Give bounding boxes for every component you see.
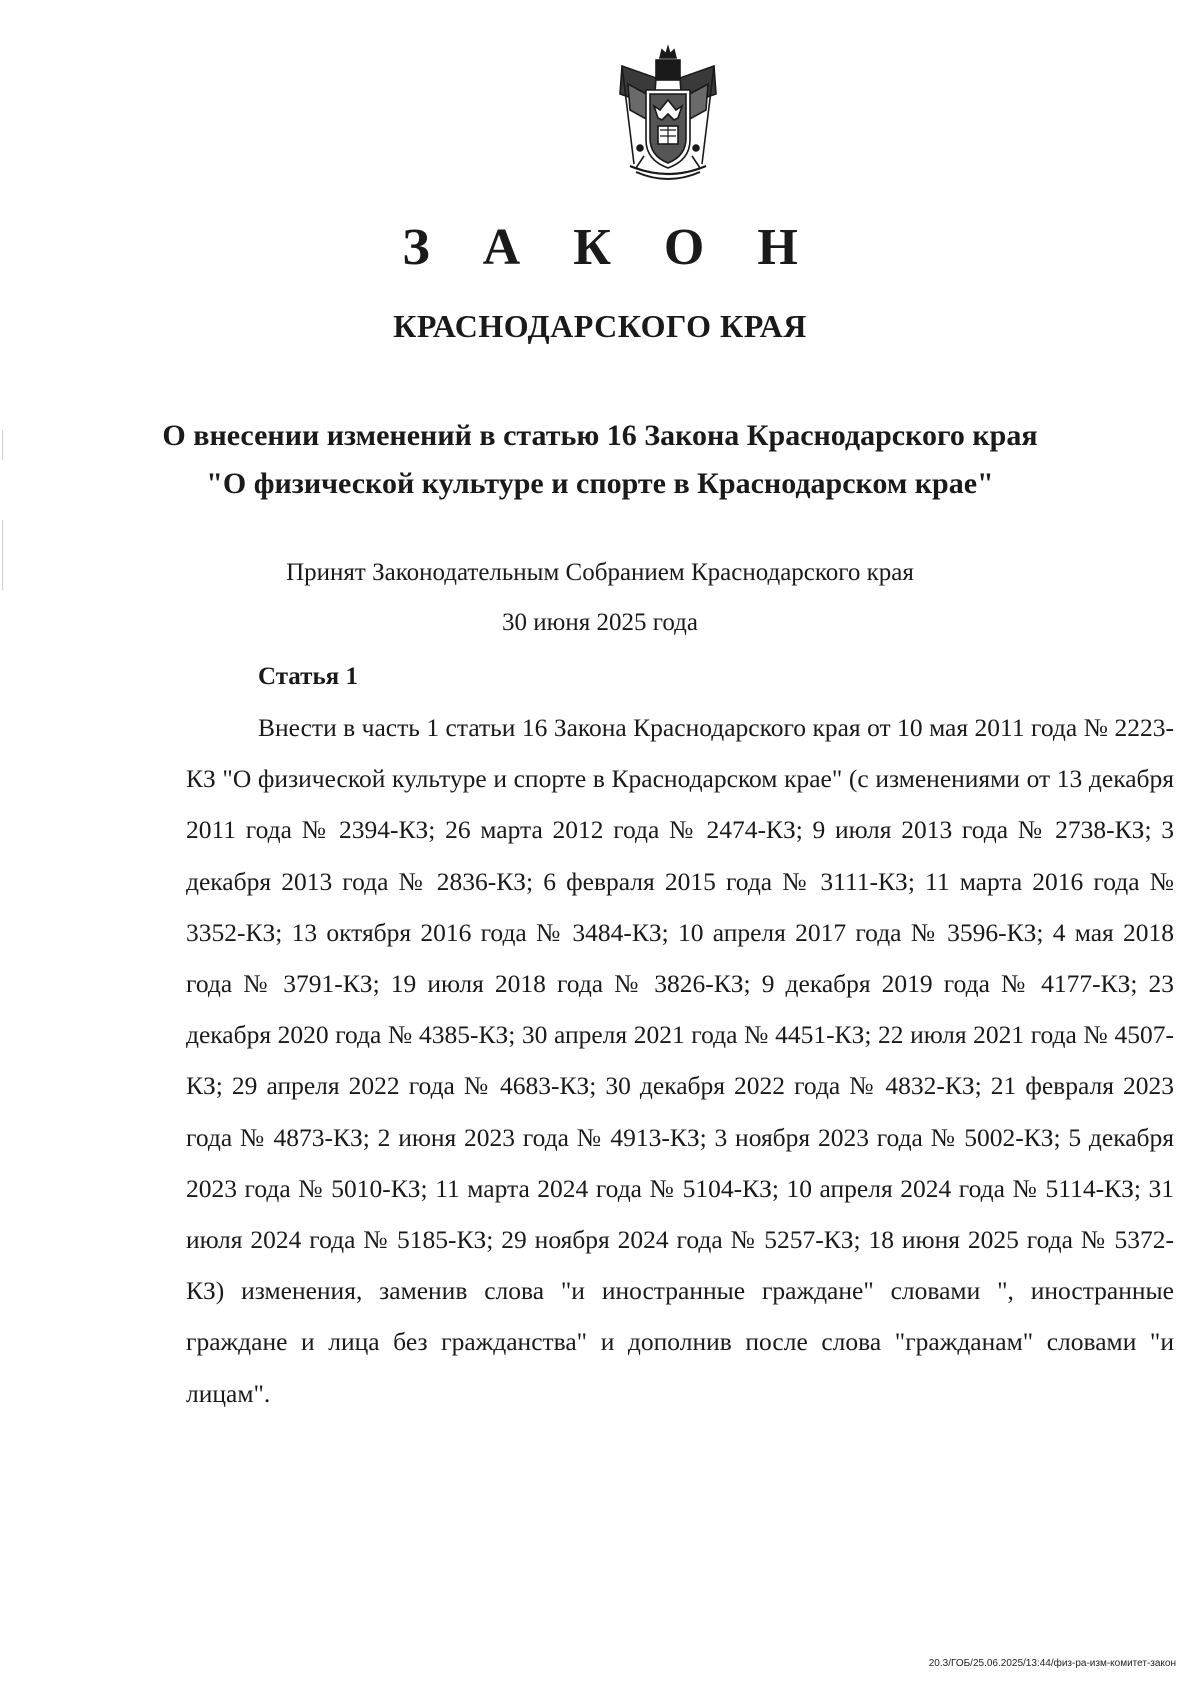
document-title: З А К О Н [402,219,818,276]
adopted-date: 30 июня 2025 года [502,609,698,636]
article-body: Внести в часть 1 статьи 16 Закона Краснодарского края от 10 мая 2011 года № 2223-КЗ "О физической культуре и спорте в Краснодарском крае" (с изменениями от 13 декабря 2011 года № 2394-КЗ; 26 марта 2012 года № 2474-КЗ; 9 июля 2013 года № 2738-КЗ; 3 декабря 2013 года № 2836-КЗ; 6 февраля 2015 года № 3111-КЗ; 11 марта 2016 года № 3352-КЗ; 13 октября 2016 года № 3484-КЗ; 10 апреля 2017 года № 3596-КЗ; 4 мая 2018 года № 3791-КЗ; 19 июля 2018 года № 3826-КЗ; 9 декабря 2019 года № 4177-КЗ; 23 декабря 2020 года № 4385-КЗ; 30 апреля 2021 года № 4451-КЗ; 22 июля 2021 года № 4507-КЗ; 29 апреля 2022 года № 4683-КЗ; 30 декабря 2022 года № 4832-КЗ; 21 февраля 2023 года № 4873-КЗ; 2 июня 2023 года № 4913-КЗ; 3 ноября 2023 года № 5002-КЗ; 5 декабря 2023 года № 5010-КЗ; 11 марта 2024 года № 5104-КЗ; 10 апреля 2024 года № 5114-КЗ; 31 июля 2024 года № 5185-КЗ; 29 ноября 2024 года № 5257-КЗ; 18 июня 2025 года № 5372-КЗ) изменения, заменив слова "и иностранные граждане" словами ", иностранные граждане и лица без гражданства" и дополнив после слова "гражданам" словами "и лицам". [186,713,1174,1408]
law-name [0,412,1200,508]
law-name-line2: "О физической культуре и спорте в Краснодарском крае" [206,467,994,500]
law-name-line1: О внесении изменений в статью 16 Закона Краснодарского края [162,419,1038,452]
footer-document-code: 20.3/ГОБ/25.06.2025/13:44/физ-ра-изм-комитет-закон [928,1658,1176,1669]
coat-of-arms-icon [610,44,726,186]
adoption-info [0,548,1200,648]
article-heading: Статья 1 [258,663,358,690]
document-subtitle: КРАСНОДАРСКОГО КРАЯ [393,308,807,344]
adopted-by: Принят Законодательным Собранием Краснодарского края [286,559,914,586]
